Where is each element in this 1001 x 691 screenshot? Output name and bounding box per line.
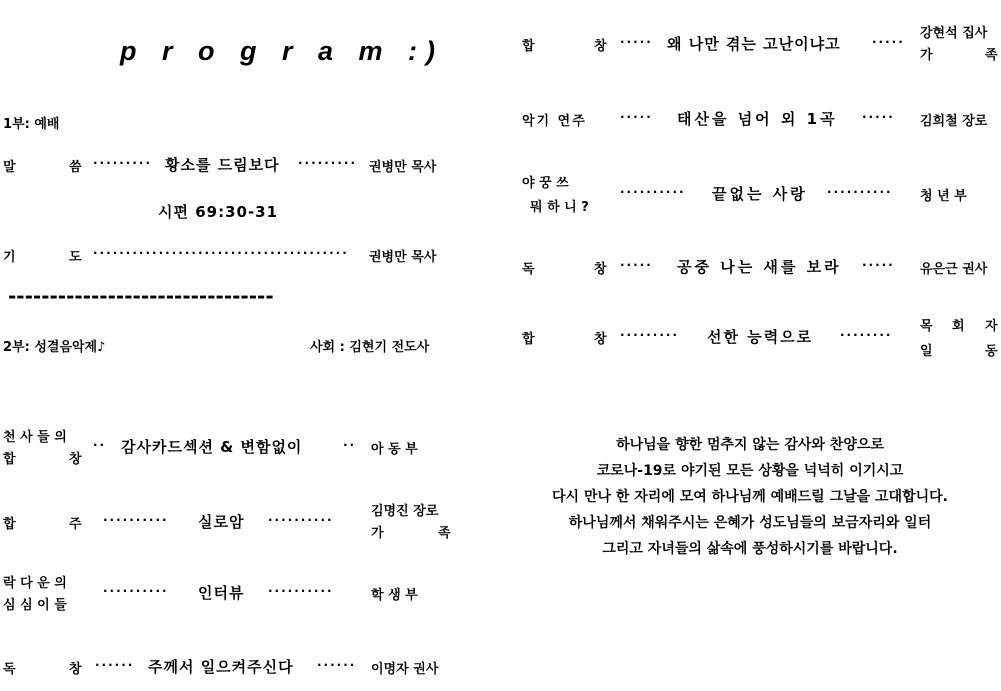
item-dots-right: ·· — [343, 438, 357, 452]
item-label-line1: 천 사 들 의 — [3, 430, 67, 445]
item-dots-right: ····· — [862, 258, 895, 272]
item-label-a: 합 — [522, 332, 535, 347]
item-label-b: 창 — [594, 332, 607, 347]
item-dots-left: ·· — [93, 438, 107, 452]
part2-heading: 2부: 성결음악제♪ — [3, 340, 106, 355]
item-label-b: 창 — [594, 262, 607, 277]
sermon-dots-left: ········· — [93, 156, 153, 170]
scripture-ref: 시편 69:30-31 — [158, 203, 279, 221]
item-dots-left: ·········· — [103, 513, 169, 527]
item-performer-line1: 강현석 집사 — [920, 26, 988, 41]
host-info: 사회 : 김현기 전도사 — [310, 340, 430, 355]
item-title: 선한 능력으로 — [707, 328, 814, 346]
prayer-label-b: 도 — [69, 250, 82, 265]
item-performer-line2-a: 가 — [371, 526, 384, 541]
program-item — [3, 426, 448, 470]
separator-line: -------------------------------- — [8, 284, 274, 308]
closing-line: 다시 만나 한 자리에 모여 하나님께 예배드릴 그날을 고대합니다. — [552, 489, 948, 505]
item-performer-1a: 목 — [920, 319, 933, 334]
item-label-b: 창 — [594, 39, 607, 54]
item-performer: 김희철 장로 — [920, 114, 988, 129]
program-item — [522, 108, 997, 132]
item-dots-left: ······ — [95, 658, 135, 672]
item-performer-1b: 회 — [952, 319, 965, 334]
item-performer-line2-b: 족 — [985, 48, 998, 63]
item-performer-1c: 자 — [985, 319, 998, 334]
item-dots-right: ·········· — [268, 584, 334, 598]
prayer-person: 권병만 목사 — [369, 250, 437, 265]
program-item — [3, 500, 451, 544]
sermon-title: 황소를 드림보다 — [165, 156, 280, 174]
item-label-a: 독 — [3, 662, 16, 677]
item-title: 태산을 넘어 외 1곡 — [677, 110, 838, 128]
program-item — [3, 656, 448, 680]
item-label: 악기 연주 — [522, 114, 587, 129]
item-title: 공중 나는 새를 보라 — [677, 258, 842, 276]
item-performer: 아 동 부 — [371, 442, 418, 457]
sermon-label-b: 씀 — [69, 160, 82, 175]
item-label-b: 창 — [69, 662, 82, 677]
item-label-line1: 락 다 운 의 — [3, 576, 67, 591]
item-dots-left: ········· — [620, 328, 680, 342]
item-label-line2-a: 합 — [3, 452, 16, 467]
item-title: 왜 나만 겪는 고난이냐고 — [667, 35, 841, 53]
closing-line: 코로나-19로 야기된 모든 상황을 넉넉히 이기시고 — [596, 463, 904, 479]
closing-line: 그리고 자녀들의 삶속에 풍성하시기를 바랍니다. — [602, 541, 898, 557]
item-dots-left: ····· — [620, 35, 653, 49]
item-performer-line2-b: 족 — [438, 526, 451, 541]
item-label-line2-b: 창 — [69, 452, 82, 467]
sermon-label-a: 말 — [3, 160, 16, 175]
item-dots-right: ········ — [840, 328, 893, 342]
closing-line: 하나님께서 채워주시는 은혜가 성도님들의 보금자리와 일터 — [568, 515, 932, 531]
item-label-a: 합 — [3, 517, 16, 532]
sermon-person: 권병만 목사 — [369, 160, 437, 175]
item-title: 실로암 — [198, 513, 245, 531]
closing-message — [505, 432, 995, 562]
item-title: 감사카드섹션 & 변함없이 — [121, 438, 303, 456]
item-dots-right: ······ — [317, 658, 357, 672]
item-dots-right: ····· — [872, 35, 905, 49]
prayer-label-a: 기 — [3, 250, 16, 265]
item-performer-2b: 동 — [985, 344, 998, 359]
program-title: p r o g r a m :) — [120, 36, 445, 66]
item-dots-right: ·········· — [827, 185, 893, 199]
item-performer: 유은근 권사 — [920, 262, 988, 277]
program-item — [522, 256, 997, 280]
item-dots-left: ·········· — [103, 584, 169, 598]
program-item — [522, 172, 997, 216]
item-performer-line2-a: 가 — [920, 48, 933, 63]
item-label-line1: 야 꿍 쓰 — [522, 176, 569, 191]
item-dots-right: ·········· — [268, 513, 334, 527]
item-label-a: 합 — [522, 39, 535, 54]
item-dots-left: ····· — [620, 258, 653, 272]
item-title: 인터뷰 — [198, 584, 245, 602]
sermon-dots-right: ········· — [298, 156, 358, 170]
item-performer: 학 생 부 — [371, 588, 418, 603]
item-performer: 이명자 권사 — [371, 662, 439, 677]
item-performer: 청 년 부 — [920, 189, 967, 204]
closing-line: 하나님을 향한 멈추지 않는 감사와 찬양으로 — [616, 437, 884, 453]
item-performer-2a: 일 — [920, 344, 933, 359]
item-dots-right: ····· — [862, 110, 895, 124]
item-label-line2: 심 심 이 들 — [3, 598, 67, 613]
item-label-line2: 뭐 하 니 ? — [530, 200, 589, 215]
item-dots-left: ····· — [620, 110, 653, 124]
item-label-a: 독 — [522, 262, 535, 277]
prayer-dots: ······································· — [93, 246, 349, 260]
item-label-b: 주 — [69, 517, 82, 532]
part1-heading: 1부: 예배 — [3, 117, 60, 132]
item-dots-left: ·········· — [620, 185, 686, 199]
program-item — [3, 572, 448, 616]
item-title: 주께서 일으켜주신다 — [148, 658, 294, 676]
item-title: 끝없는 사랑 — [712, 185, 808, 203]
item-performer-line1: 김명진 장로 — [371, 504, 439, 519]
program-item — [522, 315, 997, 359]
program-item — [522, 22, 997, 66]
